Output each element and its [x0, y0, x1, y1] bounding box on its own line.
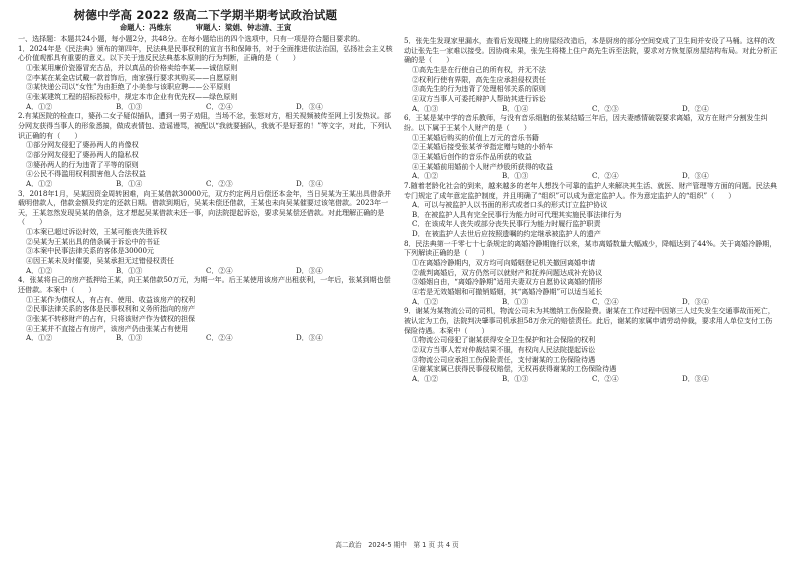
statement-option: ②权利行使有界限，高先生应承担侵权责任 [412, 74, 546, 84]
question-stem: 6．王某是某中学的音乐教师，与没有音乐细胞的张某结婚三年后，因夫妻感情破裂要求离婚，双方在财产分割发生纠纷。以下属于王某个人财产的是（ ） [404, 113, 768, 132]
choice-b: B．①③ [116, 265, 143, 275]
question-8 [404, 239, 779, 307]
question-stem: 3．2018年1月，吴某因资金周转困难，向王某借款30000元，双方约定两月后偿还本金年，当日吴某为王某出具借条并载明借款人，借款金额及约定的还款日期。借款到期后，吴某未偿还借款，王某也未向吴某催要过该笔借款。2023年一天，王某忽然发现吴某的借条，这才想起吴某借款未还一事，向法院提起诉讼，要求吴某偿还借款。对此理解正确的是（ ） [18, 188, 392, 227]
question-stem: 7.随着老龄化社会的到来，越来越多的老年人想找个可靠的监护人来解决其生活、就医、财产管理等方面的问题。民法典专门规定了成年意定监护制度，并且明确了“组织”可以成为意定监护人。作为意定监护人的“组织”（ ） [404, 180, 777, 200]
statement-option: ④谢某家属已获得民事侵权赔偿，无权再获得谢某的工伤保险待遇 [412, 364, 617, 374]
choice-b: B．①③ [502, 171, 529, 181]
section-intro: 一、选择题：本题共24小题，每小题2分，共48分。在每小题给出的四个选项中，只有一项是符合题目要求的。 [18, 34, 365, 43]
statement-option: ①物流公司侵犯了谢某获得安全卫生保护和社会保险的权利 [412, 335, 596, 345]
choice-c: C．②④ [592, 373, 619, 383]
choice-d: D．②④ [682, 103, 709, 113]
statement-option: ③某快递公司以“女性”为由拒绝了小美参与该职应聘——公平原则 [26, 82, 231, 92]
answer-choices [18, 333, 393, 343]
choice-a: A．①② [26, 101, 53, 111]
choice-c: C．②④ [206, 101, 233, 111]
statement-option: ③物流公司应承担工伤保险责任，支付谢某的工伤保险待遇 [412, 354, 596, 364]
answer-choices [404, 104, 779, 114]
choice-a: A．①② [412, 296, 439, 306]
choice-b: B．①④ [502, 103, 529, 113]
choice-c: C．②④ [206, 265, 233, 275]
statement-option: ④因王某未及时催要，吴某承担无过错侵权责任 [26, 256, 174, 266]
question-6 [404, 113, 779, 181]
question-9 [404, 306, 779, 383]
choice-b: B．①④ [116, 178, 143, 188]
answer-option-a: A．可以与被监护人以书面的形式或者口头的形式订立监护协议 [412, 200, 608, 210]
choice-d: D．③④ [296, 333, 323, 343]
statement-option: ②李某在某金店试戴一款首饰后，南家强行要求其购买——自愿原则 [26, 72, 238, 82]
choice-d: D．③④ [682, 296, 709, 306]
right-column [404, 36, 779, 384]
statement-option: ④公民不得滥用权利损害他人合法权益 [26, 169, 146, 179]
left-column [18, 8, 393, 343]
statement-option: ①在离婚冷静期内，双方均可向婚姻登记机关撤回离婚申请 [412, 258, 596, 268]
statement-option: ②部分网友侵犯了婆孙两人的隐私权 [26, 149, 139, 159]
choice-b: B．①③ [116, 101, 143, 111]
question-4 [18, 275, 393, 343]
question-stem: 9．谢某为某物流公司的司机，物流公司未为其缴纳工伤保险费。谢某在工作过程中因第三人过失发生交通事故而死亡，被认定为工伤，法院判决肇事司机承担58万余元的赔偿责任。此后，谢某的家属申请劳动仲裁，要求用人单位支付工伤保险待遇。本案中（ ） [404, 306, 775, 335]
statement-option: ③张某不转移财产的占有，只将该财产作为债权的担保 [26, 314, 196, 324]
answer-choices [18, 179, 393, 189]
statement-option: ②民事法律关系的客体是民事权利和义务所指向的房产 [26, 304, 196, 314]
choice-c: C．②③ [206, 178, 233, 188]
question-3 [18, 189, 393, 276]
statement-option: ③婆孙两人的行为违背了平等的原则 [26, 159, 139, 169]
statement-option: ②裁判离婚后，双方仍然可以就财产和抚养问题达成补充协议 [412, 267, 603, 277]
answer-choices [404, 171, 779, 181]
choice-a: A．①② [26, 178, 53, 188]
page-footer: 高二政治 2024-5 期中 第 1 页 共 4 页 [335, 541, 459, 549]
statement-option: ②吴某为王某出具的借条属于诉讼中的书证 [26, 236, 160, 246]
statement-option: ③高先生的行为违背了处理相邻关系的原则 [412, 84, 546, 94]
answer-choices [18, 266, 393, 276]
choice-d: D．③④ [296, 101, 323, 111]
choice-d: D．③④ [296, 265, 323, 275]
statement-option: ④双方当事人可委托辩护人帮助其进行诉讼 [412, 93, 546, 103]
statement-option: ①本案已超过诉讼时效，王某可能丧失胜诉权 [26, 227, 167, 237]
statement-option: ④王某并不直接占有房产，该房产仍由张某占有使用 [26, 323, 189, 333]
question-2 [18, 111, 393, 188]
question-stem: 4．张某将自己的房产抵押给王某，向王某借款50万元，为期一年。后王某使用该房产出租获利，一年后，张某到期也偿还借款。本案中（ ） [18, 275, 391, 295]
question-5 [404, 36, 779, 113]
answer-choices [404, 297, 779, 307]
choice-c: C．②③ [592, 103, 619, 113]
choice-c: C．②④ [592, 171, 619, 181]
question-stem: 1．2024年是《民法典》颁布的第四年，民法典是民事权利的宣言书和保障书，对于全面推进依法治国，弘扬社会主义核心价值观都具有重要的意义。以下关于违反民法典基本原则的行为判断，正确的是（ ） [18, 43, 393, 63]
statement-option: ②双方当事人若对仲裁结果不服，有权向人民法院提起诉讼 [412, 345, 596, 354]
choice-b: B．①③ [502, 373, 529, 383]
answer-option-d: D．在被监护人去世后应按照遗嘱的约定继承被监护人的遗产 [412, 229, 601, 239]
answer-option-b: B．在被监护人具有完全民事行为能力时可代理其实施民事法律行为 [412, 209, 622, 219]
statement-option: ④王某婚前用婚前个人财产炒股所获得的收益 [412, 161, 553, 171]
statement-option: ①王某作为债权人，有占有、使用、收益该房产的权利 [26, 294, 196, 304]
question-stem: 2.有某医院的检查口，婆孙二女子疑似插队，遭到一男子劝阻，当场不忿，张怒对方，相关视频被传至网上引发热议。部分网友获得当事人的形象悉搞，做成表情包、造谣谩骂，被配以“我就要插队，我就不是好惹的！”等文字，对此，下列认识正确的有（ ） [18, 111, 392, 140]
statement-option: ②王某婚后接受张某爷爷指定赠与她的小轿车 [412, 142, 553, 152]
author-reviewer: 审题人：梁娟、钟志清、王寅 [195, 23, 292, 32]
page-title: 树德中学高 2022 级高二下学期半期考试政治试题 [73, 8, 338, 22]
choice-a: A．①② [412, 373, 439, 383]
choice-d: D．③④ [682, 373, 709, 383]
question-1 [18, 44, 393, 112]
choice-a: A．①② [412, 171, 439, 181]
question-7 [404, 181, 779, 239]
statement-option: ③本案中民事法律关系的客体是30000元 [26, 246, 154, 256]
choice-c: C．②④ [592, 296, 619, 306]
authors-line [18, 23, 393, 33]
choice-a: A．①② [26, 265, 53, 275]
question-stem: 5．张先生发现家里漏水，查看后发现楼上的房屋经改造后，本是厨房的部分空间变成了卫生间并安设了马桶。这样的改动让张先生一家难以接受。因协商未果，张先生将楼上住户高先生诉至法院，要求对方恢复原房屋结构布局。对此分析正确的是（ ） [404, 36, 778, 65]
statement-option: ④张某建筑工程的招标投标中，规定本市企业有优先权——绿色原则 [26, 91, 238, 101]
statement-option: ①部分网友侵犯了婆孙两人的肖像权 [26, 140, 139, 150]
choice-d: D．③④ [682, 171, 709, 181]
statement-option: ①高先生是在行使自己的所有权，并无不法 [412, 64, 546, 74]
choice-d: D．③④ [296, 178, 323, 188]
statement-option: ④若是无效婚姻和可撤销婚姻，其“离婚冷静期”可以适当延长 [412, 287, 603, 297]
statement-option: ①王某婚后购买的价值上万元的音乐书籍 [412, 132, 539, 142]
statement-option: ③王某婚后创作的音乐作品所获的收益 [412, 151, 532, 161]
statement-option: ③婚姻自由，“离婚冷静期”适用夫妻双方自愿协议离婚的情形 [412, 277, 603, 287]
choice-b: B．①③ [116, 333, 143, 343]
choice-a: A．①② [26, 333, 53, 343]
author-maker: 命题人：冯维东 [119, 23, 172, 32]
answer-choices [18, 102, 393, 112]
statement-option: ①张某用廉价瓷器冒充古品，并以真品的价格卖给李某——诚信原则 [26, 62, 238, 72]
choice-c: C．②④ [206, 333, 233, 343]
choice-b: B．①③ [502, 296, 529, 306]
choice-a: A．①③ [412, 103, 439, 113]
answer-choices [404, 374, 779, 384]
question-stem: 8．民法典第一千零七十七条规定的离婚冷静期施行以来，某市离婚数量大幅减少，降幅达到了44%。关于离婚冷静期，下列解读正确的是（ ） [404, 238, 777, 258]
answer-option-c: C．在该成年人丧失或部分丧失民事行为能力时履行监护职责 [412, 219, 601, 229]
